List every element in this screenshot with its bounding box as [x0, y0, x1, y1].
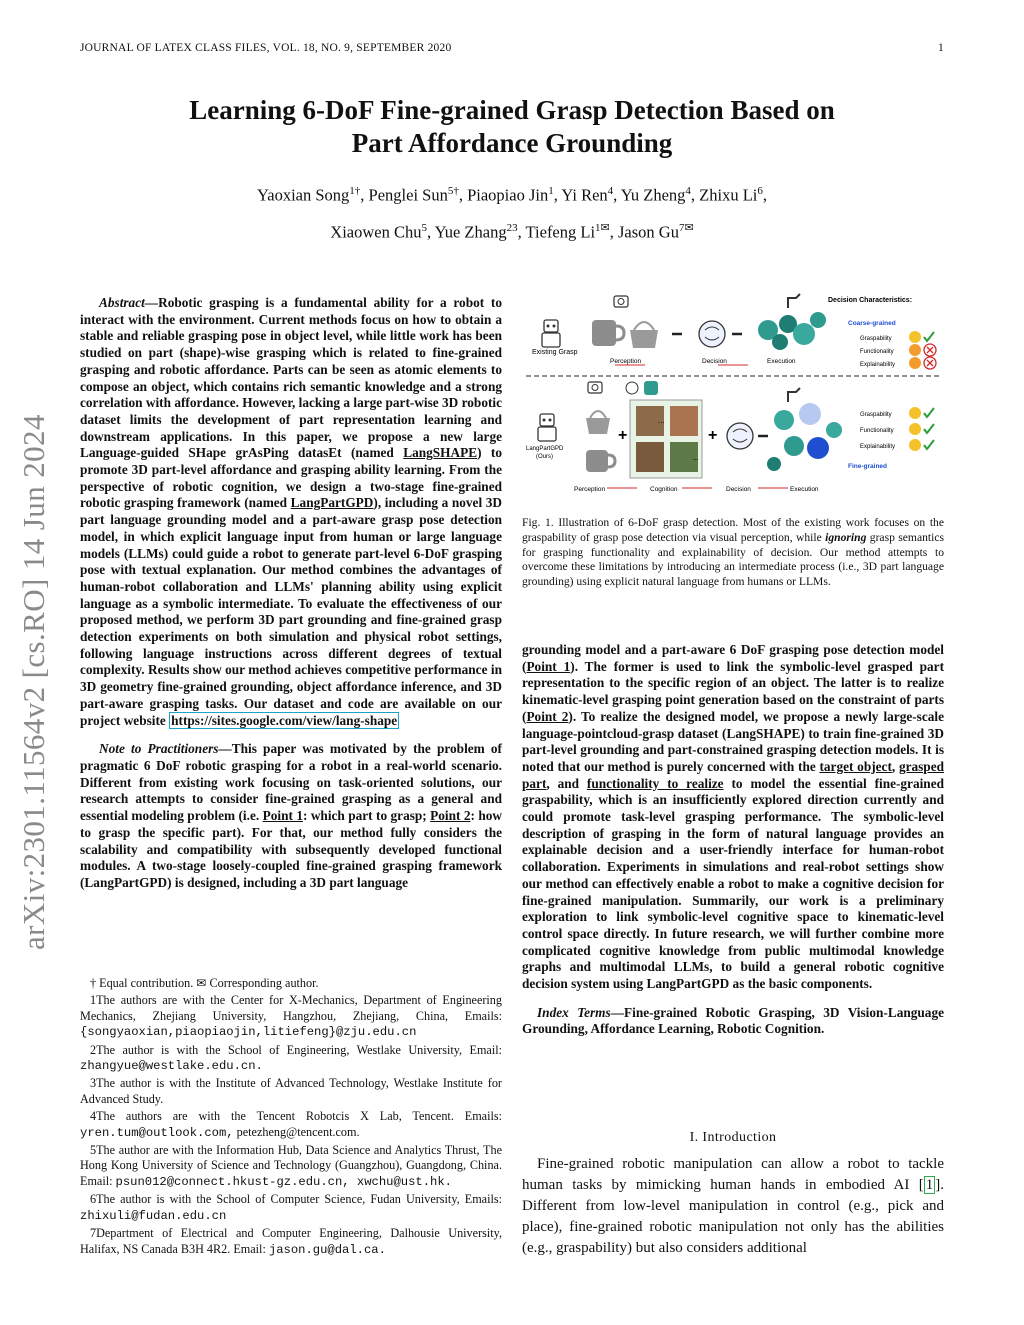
- functionality-label: Functionality: [860, 349, 894, 355]
- point-2-link[interactable]: Point 2: [526, 708, 569, 724]
- langshape-term: LangSHAPE: [403, 445, 478, 461]
- author: Tiefeng Li: [525, 222, 596, 241]
- basket-icon: [630, 322, 658, 348]
- footnote-6: 6The author is with the School of Computer Science, Fudan University, Emails: zhixuli@fudan.edu.cn: [80, 1192, 502, 1223]
- footnote-4: 4The authors are with the Tencent Robotcis X Lab, Tencent. Emails: yren.tum@outlook.com, petezheng@tencent.com.: [80, 1109, 502, 1140]
- email: zhangyue@westlake.edu.cn.: [80, 1059, 263, 1074]
- decision-label: Decision: [702, 358, 727, 365]
- footnote-1: 1The authors are with the Center for X-Mechanics, Department of Engineering Mechanics, Zhejiang University, Hangzhou, Zhejiang, China, Emails: {songyaoxian,piaopiaojin,litiefeng}@zju.edu.cn: [80, 993, 502, 1040]
- camera-icon: [614, 296, 628, 307]
- footnote-3: 3The author is with the Institute of Advanced Technology, Westlake Institute for Advanced Study.: [80, 1076, 502, 1106]
- author: Yaoxian Song: [257, 185, 350, 205]
- scene-images: [630, 400, 702, 478]
- decision-label: Decision: [726, 486, 751, 493]
- check-icon: [924, 332, 934, 341]
- email: yren.tum@outlook.com,: [80, 1125, 234, 1140]
- decision-characteristics-title: Decision Characteristics:: [828, 297, 913, 304]
- footnote-equal: † Equal contribution. ✉ Corresponding author.: [90, 976, 319, 990]
- paper-title: [100, 94, 924, 160]
- robot-arm-icon: [788, 388, 800, 402]
- author: Yi Ren: [561, 185, 608, 205]
- execution-label: Execution: [767, 358, 796, 365]
- camera-icon: [588, 382, 602, 393]
- section-heading-introduction: I. Introduction: [689, 1130, 777, 1145]
- target-object-term: target object: [819, 758, 892, 774]
- note-to-practitioners: Note to Practitioners—This paper was motivated by the problem of pragmatic 6 DoF robotic grasping for a robot in a real-world scenario. Different from existing work focusing on task-oriented solutions, our research attempts to consider fine-grained grasping as a general and essential modeling problem (i.e. Point 1: which part to grasp; Point 2: how to grasp the specific part). For that, our method fully considers the scalability and compatibility with subsequently developed functional modules. A two-stage loosely-coupled fine-grained grasping framework (LangPartGPD) is designed, including a 3D part language: [80, 741, 502, 890]
- fine-grained-label: Fine-grained: [848, 463, 888, 470]
- running-header: JOURNAL OF LATEX CLASS FILES, VOL. 18, NO. 9, SEPTEMBER 2020: [80, 42, 452, 54]
- email: zhixuli@fudan.edu.cn: [80, 1208, 227, 1223]
- citation-link[interactable]: 1: [925, 1177, 934, 1193]
- check-icon: [924, 424, 934, 433]
- point-1-link[interactable]: Point 1: [526, 658, 571, 674]
- caption-emphasis: ignoring: [825, 530, 867, 544]
- author: Yu Zheng: [620, 185, 686, 205]
- robot-icon: [542, 320, 560, 347]
- check-icon: [924, 408, 934, 417]
- basket-icon: [586, 411, 610, 434]
- cognition-label: Cognition: [650, 486, 678, 493]
- email: jason.gu@dal.ca.: [268, 1242, 386, 1257]
- introduction-paragraph: Fine-grained robotic manipulation can allow a robot to tackle human tasks by mimicking human hands in embodied AI [ 1 ]. Different from low-level manipulation in control (e.g., pick and place), fine-grained robotic manipulation not only has the abilities (e.g., graspability) but also considers additional: [522, 1156, 944, 1256]
- emoji-happy-icon: [909, 439, 921, 451]
- footnote-2: 2The author is with the School of Engineering, Westlake University, Email: zhangyue@westlake.edu.cn.: [80, 1042, 502, 1074]
- email: psun012@connect.hkust-gz.edu.cn, xwchu@ust.hk.: [115, 1174, 452, 1189]
- ellipsis: ...: [692, 453, 699, 462]
- grasp-pointcloud-fine: [767, 403, 842, 471]
- figure-1: [522, 290, 944, 510]
- footnote-7: 7Department of Electrical and Computer Engineering, Dalhousie University, Halifax, NS Canada B3H 4R2. Email: jason.gu@dal.ca.: [80, 1226, 502, 1257]
- graspability-label: Graspability: [860, 412, 892, 418]
- langpartgpd-term: LangPartGPD: [290, 495, 374, 511]
- ours-label: LangPartGPD: [526, 446, 564, 452]
- point-2-link[interactable]: Point 2: [430, 808, 471, 824]
- perception-label: Perception: [574, 486, 606, 493]
- plus-icon: +: [708, 427, 718, 444]
- ours-label: (Ours): [536, 454, 553, 460]
- coarse-grained-label: Coarse-grained: [848, 320, 896, 327]
- brain-icon: [727, 423, 753, 449]
- plus-icon: +: [618, 427, 628, 444]
- execution-label: Execution: [790, 486, 819, 493]
- author-list: Yaoxian Song$^{1\dagger}$, Penglei Sun$^{5\dagger}$, Piaopiao Jin$^1$, Yi Ren$^4$, Yu Zheng$^4$, Zhixu Li$^6$, Xiaowen Chu$^5$, Yue Zhang$^{23}$, Tiefeng $Li^{1✉}$, Jason $Gu^{7✉}$: [257, 185, 767, 241]
- author: Piaopiao Jin: [467, 185, 549, 205]
- index-terms: Index Terms—Fine-grained Robotic Grasping, 3D Vision-Language Grounding, Affordance Learning, Robotic Cognition.: [522, 1004, 945, 1037]
- emoji-happy-icon: [909, 331, 921, 343]
- llm-icon: [644, 381, 658, 395]
- author: Xiaowen Chu: [330, 222, 422, 241]
- brain-icon: [699, 321, 725, 347]
- email: {songyaoxian,piaopiaojin,litiefeng}@zju.edu.cn: [80, 1025, 417, 1040]
- grasped-part-term: grasped part: [522, 758, 945, 791]
- check-icon: [924, 440, 934, 449]
- title-line-2: Part Affordance Grounding: [351, 128, 673, 158]
- robot-icon: [538, 414, 556, 441]
- robot-arm-icon: [788, 294, 800, 308]
- ellipsis: ...: [658, 416, 665, 425]
- footnote-5: 5The author are with the Information Hub, Data Science and Analytics Thrust, The Hong Kong University of Science and Technology (Guangzhou), Guangdong, China. Email: psun012@connect.hkust-gz.edu.cn, xwchu@ust.hk.: [80, 1143, 502, 1189]
- perception-label: Perception: [610, 358, 642, 365]
- abstract-column: [80, 295, 502, 904]
- page-number: 1: [938, 42, 944, 54]
- figure-caption: Fig. 1. Illustration of 6-DoF grasp detection. Most of the existing work focuses on the graspability of grasp pose detection via visual perception, while ignoring grasp semantics for grasping functionality and explainability of decision. Our method attempts to overcome these limitations by introducing an intermediate process (i.e., 3D part language grounding) using explicit natural language from humans or LLMs.: [522, 516, 944, 589]
- explainability-label: Explainability: [860, 444, 896, 450]
- mug-icon: [592, 320, 624, 346]
- emoji-happy-icon: [909, 407, 921, 419]
- paragraph: grounding model and a part-aware 6 DoF grasping pose detection model (Point 1). The former is used to link the symbolic-level grasped part representation to the specific region of an object. The latter is to realize kinematic-level grasping point generation based on the constraint of parts (Point 2). To realize the designed model, we propose a newly large-scale language-pointcloud-grasp dataset (LangSHAPE) to train fine-grained 3D part-level grounding and part-constrained grasping detection models. It is noted that our method is purely concerned with the target object, grasped part, and functionality to realize to model the essential fine-grained graspability, which is an insufficiently explored direction currently and could promote task-level grasping performance. The symbolic-level description of grasping in the form of natural language provides an explainable decision and a user-friendly interface for human-robot collaboration. Experiments in simulations and real-robot settings show our method can effectively enable a robot to make a cognitive decision for fine-grained manipulation. Summarily, our work is a preliminary exploration to link symbolic-level cognitive space to kinematic-level control space directly. In future research, we will further combine more complicated cognitive knowledge from public multimodal knowledge graphs and multimodal LLMs, to build a general robotic cognitive decision system using LangPartGPD as the basic components.: [522, 642, 945, 992]
- mug-icon: [586, 450, 615, 472]
- grasp-pointcloud-coarse: [758, 312, 826, 350]
- abstract: Abstract—Robotic grasping is a fundamental ability for a robot to interact with the environment. Current methods focus on how to obtain a stable and reliable grasping pose in object level, while little work has been studied on part (shape)-wise grasping which is related to fine-grained grasping and robotic affordance. Parts can be seen as atomic elements to compose an object, which contains rich semantic knowledge and a strong correlation with affordance. However, lacking a large part-wise 3D robotic dataset limits the development of part representation learning and downstream applications. In this paper, we propose a new large Language-guided SHape grAsPing datasEt (named LangSHAPE) to promote 3D part-level affordance and grasping ability learning. From the perspective of robotic cognition, we design a two-stage fine-grained robotic grasping framework (named LangPartGPD), including a novel 3D part language grounding model and a part-aware grasp pose detection model, in which explicit language input from human or large language models (LLMs) could guide a robot to generate part-level 6-DoF grasping pose with textual explanation. Our method combines the advantages of human-robot collaboration and LLMs' planning ability using explicit language as a symbolic intermediate. To evaluate the effectiveness of our proposed method, we perform 3D part grounding and fine-grained grasp detection experiments on both simulation and physical robot settings, following language instructions across different degrees of textual complexity. Results show our method achieves competitive performance in 3D geometry fine-grained grounding, object affordance inference, and 3D part-aware grasping tasks. Our dataset and code are available on our project website https://sites.google.com/view/lang-shape: [80, 295, 502, 728]
- title-line-1: Learning 6-DoF Fine-grained Grasp Detection Based on: [189, 95, 835, 125]
- explainability-label: Explainability: [860, 362, 896, 368]
- graspability-label: Graspability: [860, 336, 892, 342]
- arxiv-identifier[interactable]: arXiv:2301.11564v2 [cs.RO] 14 Jun 2024: [16, 414, 51, 950]
- author: Zhixu Li: [699, 185, 758, 205]
- practitioners-continued: [522, 642, 944, 1050]
- speaker-icon: [626, 382, 638, 394]
- author: Yue Zhang: [434, 222, 507, 241]
- project-website-link[interactable]: https://sites.google.com/view/lang-shape: [171, 712, 398, 728]
- author: Jason Gu: [618, 222, 679, 241]
- emoji-sad-icon: [909, 344, 921, 356]
- cross-icon: [924, 344, 936, 356]
- existing-grasp-label: Existing Grasp: [532, 349, 578, 356]
- emoji-sad-icon: [909, 357, 921, 369]
- emoji-happy-icon: [909, 423, 921, 435]
- functionality-label: Functionality: [860, 428, 894, 434]
- point-1-link[interactable]: Point 1: [262, 808, 303, 824]
- abstract-label: Abstract—: [99, 295, 159, 310]
- cross-icon: [924, 357, 936, 369]
- author: Penglei Sun: [368, 185, 448, 205]
- footnotes: [80, 976, 502, 1260]
- functionality-term: functionality to realize: [586, 775, 724, 791]
